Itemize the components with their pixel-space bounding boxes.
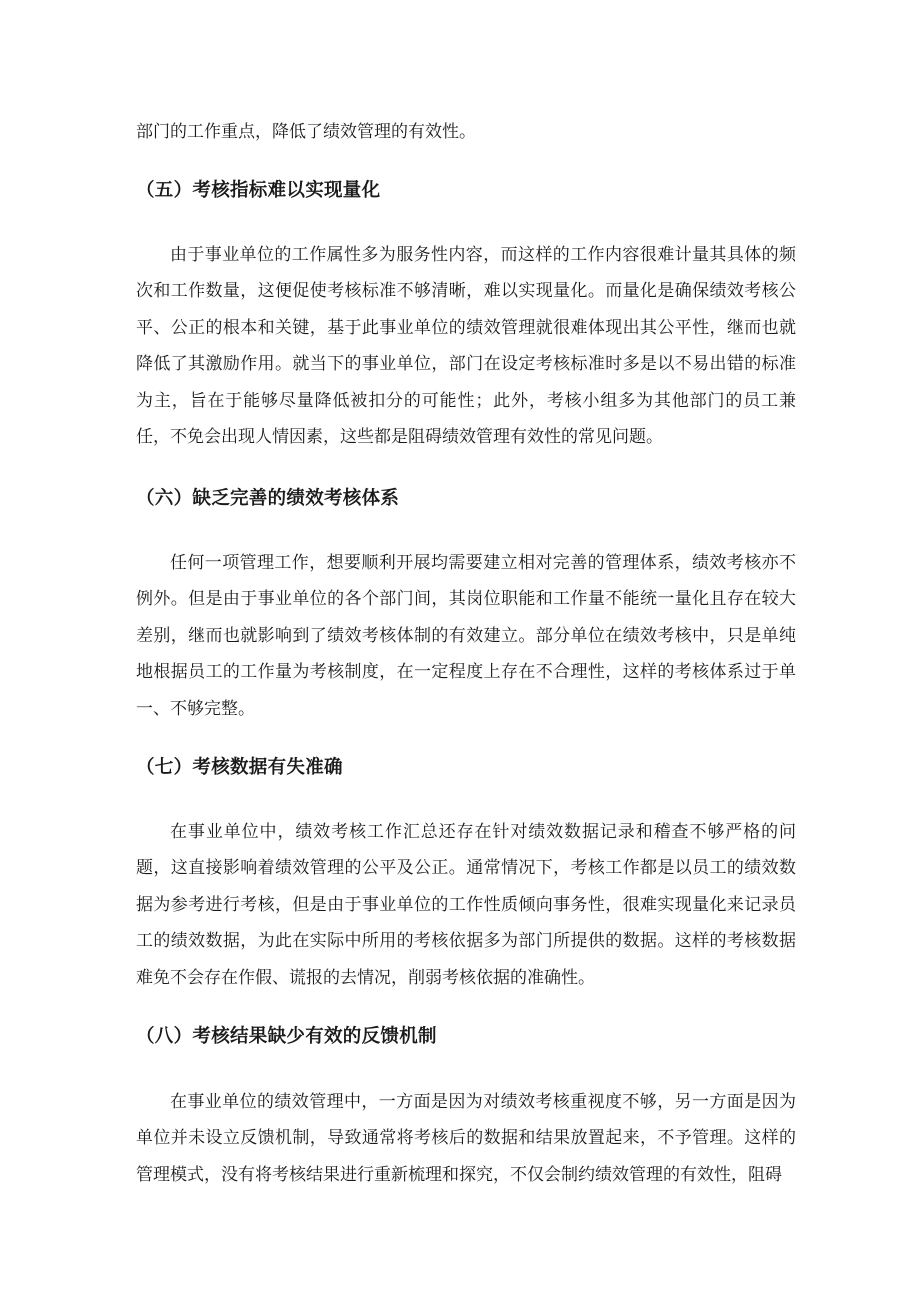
paragraph-quantification: 由于事业单位的工作属性多为服务性内容，而这样的工作内容很难计量其具体的频次和工作数量，这便促使考核标准不够清晰，难以实现量化。而量化是确保绩效考核公平、公正的根本和关键，基于此事业单位的绩效管理就很难体现出其公平性，继而也就降低了其激励作用。就当下的事业单位，部门在设定考核标准时多是以不易出错的标准为主，旨在于能够尽量降低被扣分的可能性；此外，考核小组多为其他部门的员工兼任，不免会出现人情因素，这些都是阻碍绩效管理有效性的常见问题。: [136, 245, 796, 448]
section-heading-5: （五）考核指标难以实现量化: [136, 180, 381, 201]
paragraph-feedback-mechanism: 在事业单位的绩效管理中，一方面是因为对绩效考核重视度不够，另一方面是因为单位并未设立反馈机制，导致通常将考核后的数据和结果放置起来，不予管理。这样的管理模式，没有将考核结果进行重新梳理和探究，不仅会制约绩效管理的有效性，阻碍: [136, 1092, 796, 1185]
paragraph-continuation: 部门的工作重点，降低了绩效管理的有效性。: [136, 122, 476, 142]
paragraph-data-accuracy: 在事业单位中，绩效考核工作汇总还存在针对绩效数据记录和稽查不够严格的问题，这直接影响着绩效管理的公平及公正。通常情况下，考核工作都是以员工的绩效数据为参考进行考核，但是由于事业单位的工作性质倾向事务性，很难实现量化来记录员工的绩效数据，为此在实际中所用的考核依据多为部门所提供的数据。这样的考核数据难免不会存在作假、谎报的去情况，削弱考核依据的准确性。: [136, 822, 796, 988]
section-heading-8: （八）考核结果缺少有效的反馈机制: [136, 1026, 437, 1047]
section-heading-7: （七）考核数据有失准确: [136, 757, 343, 778]
section-heading-6: （六）缺乏完善的绩效考核体系: [136, 488, 400, 509]
paragraph-assessment-system: 任何一项管理工作，想要顺利开展均需要建立相对完善的管理体系，绩效考核亦不例外。但是由于事业单位的各个部门间，其岗位职能和工作量不能统一量化且存在较大差别，继而也就影响到了绩效考核体制的有效建立。部分单位在绩效考核中，只是单纯地根据员工的工作量为考核制度，在一定程度上存在不合理性，这样的考核体系过于单一、不够完整。: [136, 553, 796, 719]
